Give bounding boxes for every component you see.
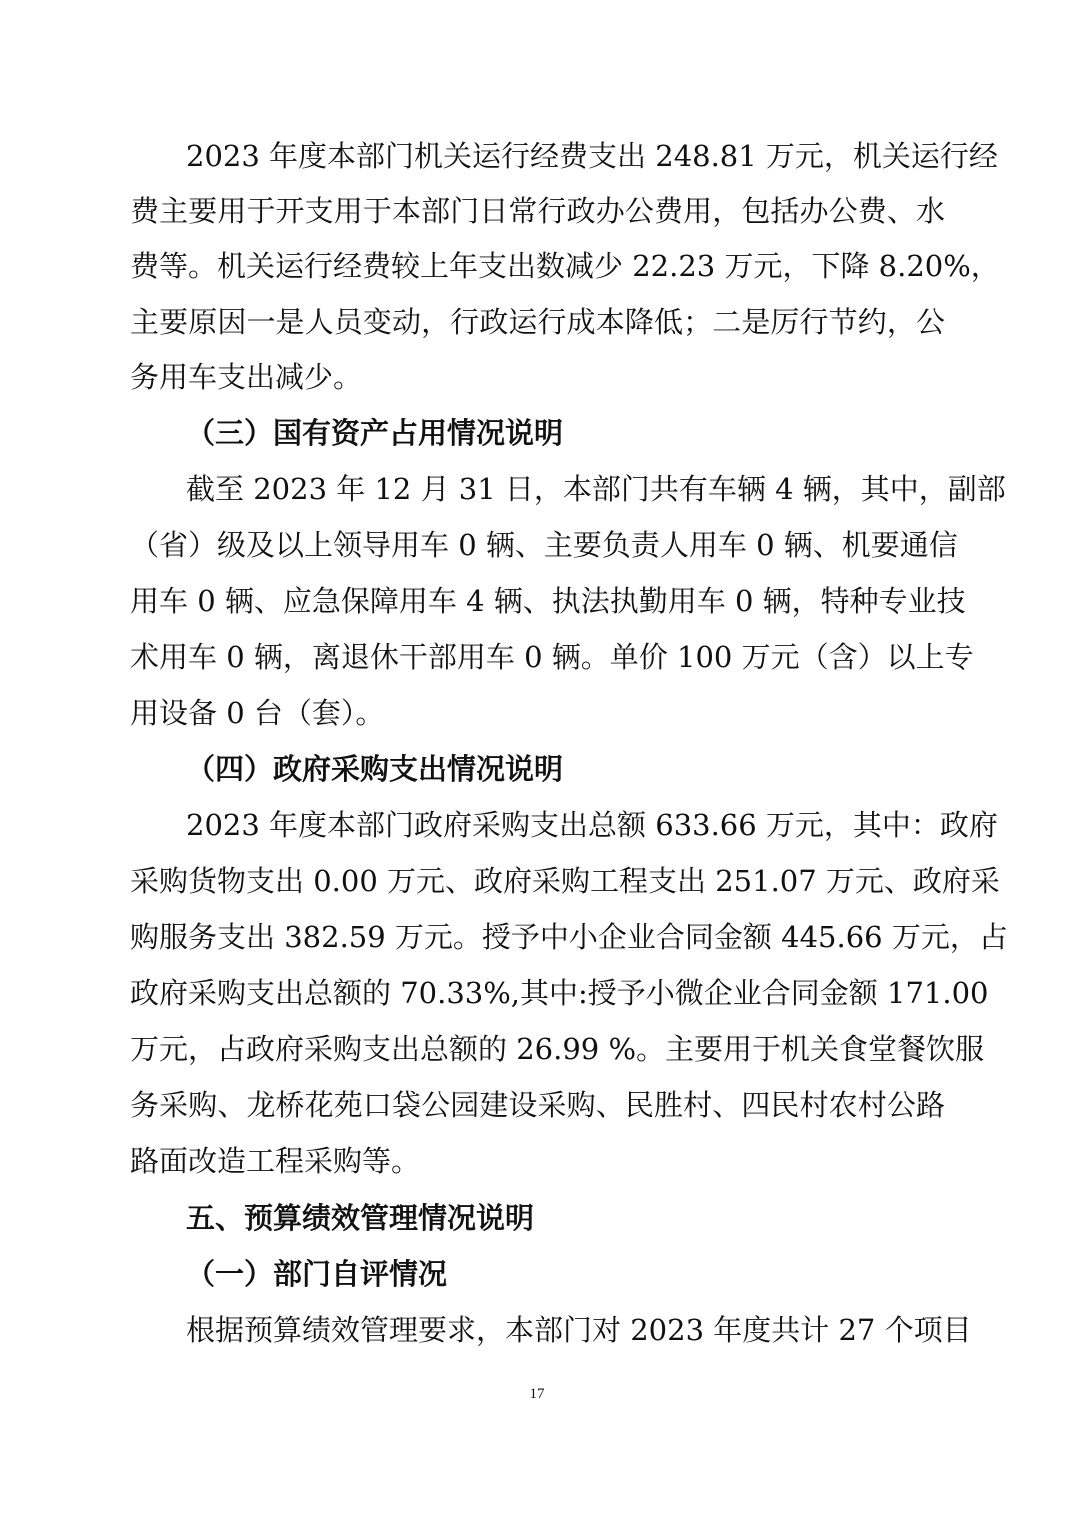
paragraph-line: 用设备 0 台（套）。 xyxy=(130,696,385,730)
paragraph-line: 万元，占政府采购支出总额的 26.99 %。主要用于机关食堂餐饮服 xyxy=(130,1032,985,1066)
paragraph-line: 务用车支出减少。 xyxy=(130,360,363,394)
paragraph-line: 费主要用于开支用于本部门日常行政办公费用，包括办公费、水 xyxy=(130,194,945,228)
paragraph-line: 2023 年度本部门政府采购支出总额 633.66 万元，其中：政府 xyxy=(186,808,998,842)
paragraph-line: 路面改造工程采购等。 xyxy=(130,1144,421,1178)
paragraph-line: 政府采购支出总额的 70.33%,其中:授予小微企业合同金额 171.00 xyxy=(130,976,989,1010)
paragraph-line: 采购货物支出 0.00 万元、政府采购工程支出 251.07 万元、政府采 xyxy=(130,864,1000,898)
paragraph-line: 购服务支出 382.59 万元。授予中小企业合同金额 445.66 万元，占 xyxy=(130,920,1008,954)
paragraph-line: 务采购、龙桥花苑口袋公园建设采购、民胜村、四民村农村公路 xyxy=(130,1088,945,1122)
paragraph-line: 术用车 0 辆，离退休干部用车 0 辆。单价 100 万元（含）以上专 xyxy=(130,640,974,674)
paragraph-line: 费等。机关运行经费较上年支出数减少 22.23 万元，下降 8.20%， xyxy=(130,249,1000,283)
chapter-heading: 五、预算绩效管理情况说明 xyxy=(186,1201,535,1235)
page-number: 17 xyxy=(529,1386,545,1402)
section-heading: （四）政府采购支出情况说明 xyxy=(186,752,564,786)
section-heading: （一）部门自评情况 xyxy=(186,1257,448,1291)
paragraph-line: （省）级及以上领导用车 0 辆、主要负责人用车 0 辆、机要通信 xyxy=(130,528,958,562)
section-heading: （三）国有资产占用情况说明 xyxy=(186,416,564,450)
paragraph-line: 用车 0 辆、应急保障用车 4 辆、执法执勤用车 0 辆，特种专业技 xyxy=(130,584,966,618)
paragraph-line: 2023 年度本部门机关运行经费支出 248.81 万元，机关运行经 xyxy=(186,139,998,173)
paragraph-line: 截至 2023 年 12 月 31 日，本部门共有车辆 4 辆，其中，副部 xyxy=(186,472,1006,506)
paragraph-line: 主要原因一是人员变动，行政运行成本降低；二是厉行节约，公 xyxy=(130,305,945,339)
paragraph-line: 根据预算绩效管理要求，本部门对 2023 年度共计 27 个项目 xyxy=(186,1313,972,1347)
